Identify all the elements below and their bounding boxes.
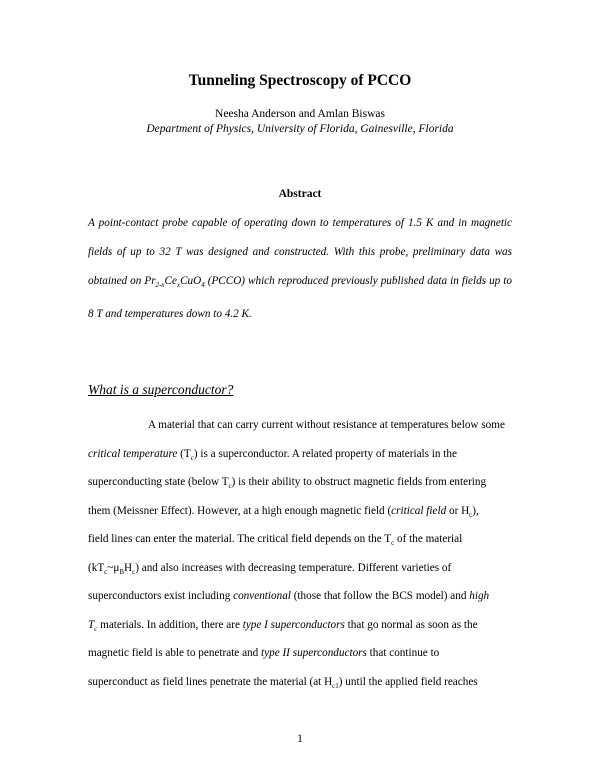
abstract-part1: A point-contact probe capable of operating down to temperatures of 1.5 K and in magnetic fields of up to 32 T was designed and constructed. With this probe, preliminary data was obtained on <box>88 217 512 287</box>
body-line: $(kT_c\sim\mu_BH_c)$ and also increases with decreasing temperature. Different varieties of <box>88 561 452 576</box>
abstract-heading: Abstract <box>278 188 322 200</box>
formula-sub-2x: 2-x <box>155 281 165 290</box>
body-line: superconduct as field lines penetrate the material (at $H_{c1}$) until the applied field reaches <box>88 675 478 690</box>
formula-sub-4: 4 <box>201 281 205 290</box>
formula-ce: Ce <box>164 275 177 287</box>
abstract-part2: (PCCO) which reproduced previously published data in fields up to 8 T and temperatures down to 4.2 K. <box>88 275 512 321</box>
body-line: superconductors exist including conventional (those that follow the BCS model) and high <box>88 590 490 602</box>
formula-cuo: CuO <box>180 275 202 287</box>
body-line: magnetic field is able to penetrate and type II superconductors that continue to <box>88 647 440 659</box>
body-line: $T_c$ materials. In addition, there are type I superconductors that go normal as soon as the <box>88 618 478 633</box>
page-number: 1 <box>297 733 303 745</box>
body-line: field lines can enter the material. The critical field depends on the $T_c$ of the material <box>88 533 463 548</box>
formula-pr: Pr <box>144 275 156 287</box>
abstract-text <box>88 209 512 329</box>
body-paragraph <box>88 411 512 696</box>
section-heading: What is a superconductor? <box>88 382 234 397</box>
body-line: critical temperature $(T_c)$ is a superconductor. A related property of materials in the <box>88 447 457 462</box>
affiliation: Department of Physics, University of Florida, Gainesville, Florida <box>146 123 454 135</box>
body-line: them (Meissner Effect). However, at a high enough magnetic field (critical field or $H_c$), <box>88 504 479 519</box>
body-line: A material that can carry current without resistance at temperatures below some <box>148 419 505 431</box>
formula-sub-x: x <box>176 281 181 290</box>
paper-title: Tunneling Spectroscopy of PCCO <box>188 72 412 89</box>
author-list: Neesha Anderson and Amlan Biswas <box>215 108 385 120</box>
body-line: superconducting state (below $T_c$) is their ability to obstruct magnetic fields from entering <box>88 476 487 491</box>
